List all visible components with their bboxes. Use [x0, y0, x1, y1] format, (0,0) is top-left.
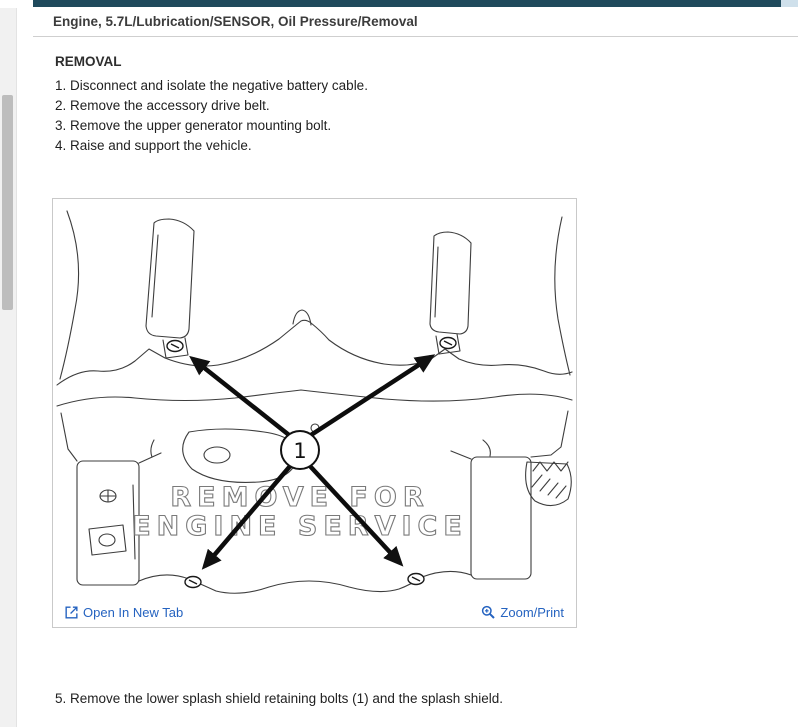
top-bar: [33, 0, 798, 7]
diagram-label-line1: REMOVE FOR: [170, 482, 430, 513]
article: [33, 54, 798, 709]
step-item-1: 1. Disconnect and isolate the negative battery cable.: [55, 78, 368, 93]
diagram-label-line2: ENGINE SERVICE: [132, 511, 468, 542]
step-item-3: 3. Remove the upper generator mounting bolt.: [55, 118, 332, 133]
zoom-print-link[interactable]: [481, 605, 564, 620]
figure-toolbar: [53, 597, 576, 627]
step-item-5: 5. Remove the lower splash shield retaining bolts (1) and the splash shield.: [55, 691, 503, 706]
step-item-4: 4. Raise and support the vehicle.: [55, 138, 252, 153]
open-in-new-icon: [65, 606, 78, 619]
callout-number: 1: [293, 439, 307, 463]
section-title: REMOVAL: [55, 54, 122, 69]
left-scrollbar-thumb[interactable]: [2, 95, 13, 310]
zoom-icon: [481, 605, 495, 619]
left-scrollbar[interactable]: [0, 8, 17, 727]
breadcrumb: Engine, 5.7L/Lubrication/SENSOR, Oil Pressure/Removal: [33, 7, 798, 37]
splash-shield-diagram: [53, 199, 576, 597]
figure-frame: [52, 198, 577, 628]
top-bar-cap: [781, 0, 798, 7]
step-item-2: 2. Remove the accessory drive belt.: [55, 98, 270, 113]
open-in-new-tab-link[interactable]: [65, 605, 183, 620]
open-in-new-tab-label: Open In New Tab: [83, 604, 184, 620]
content-pane: [33, 7, 798, 727]
zoom-print-label: Zoom/Print: [500, 604, 564, 620]
